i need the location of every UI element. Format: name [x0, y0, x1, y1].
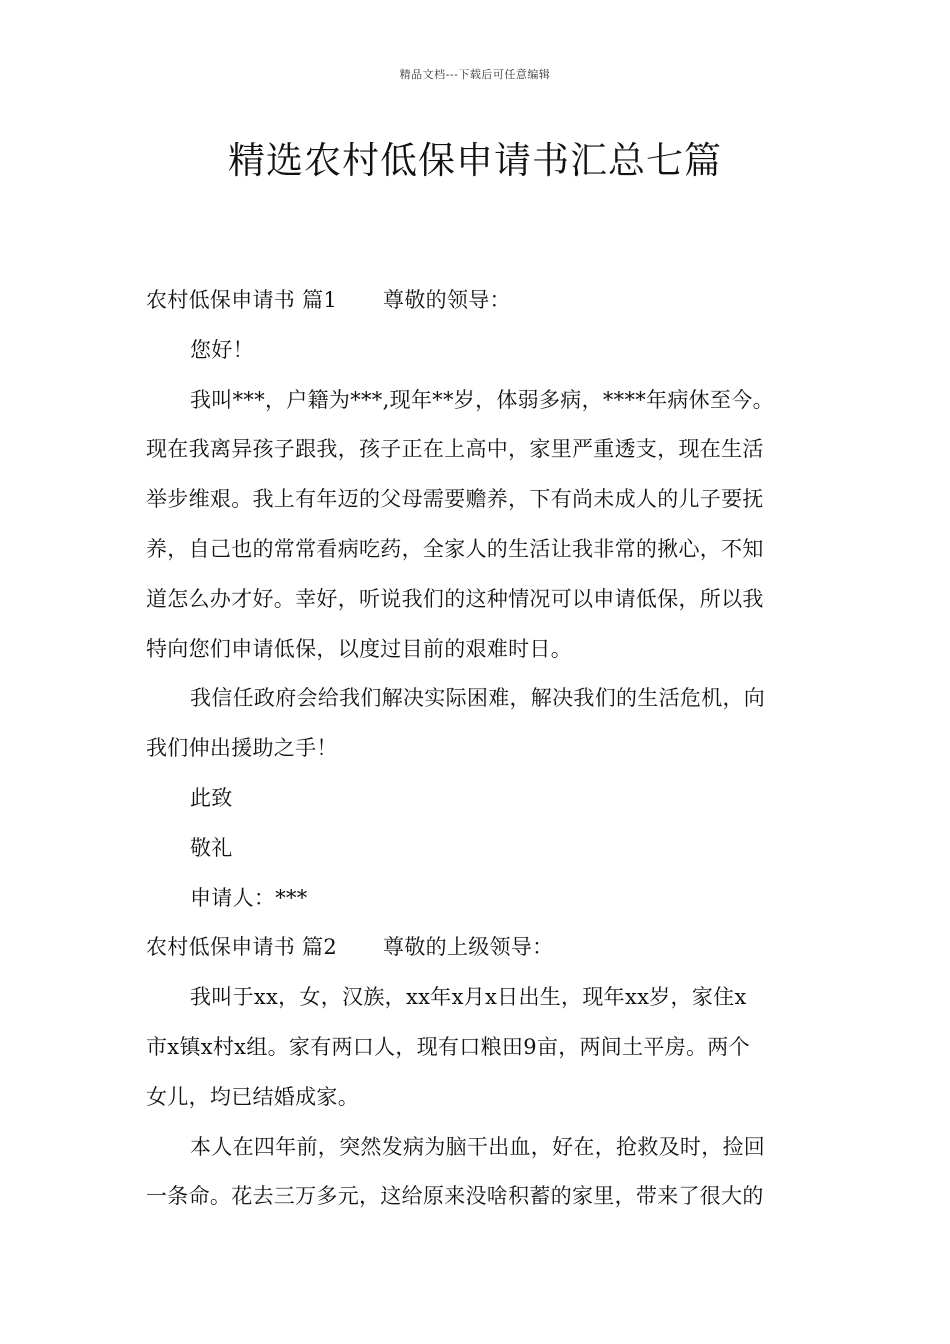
signature: 申请人：*** [190, 885, 308, 910]
paragraph-line: 我叫***，户籍为***,现年**岁，体弱多病，****年病休至今。 [190, 387, 774, 412]
header-note: 精品文档---下载后可任意编辑 [399, 68, 551, 81]
paragraph-line: 市x镇x村x组。家有两口人，现有口粮田9亩，两间土平房。两个 [146, 1034, 750, 1059]
paragraph-line: 现在我离异孩子跟我，孩子正在上高中，家里严重透支，现在生活 [146, 437, 764, 462]
paragraph-line: 我信任政府会给我们解决实际困难，解决我们的生活危机，向 [190, 686, 766, 711]
section-heading: 农村低保申请书 篇2 [146, 935, 338, 960]
section-heading-line [146, 276, 806, 326]
paragraph-line: 我们伸出援助之手！ [146, 736, 338, 761]
paragraph-line: 养，自己也的常常看病吃药，全家人的生活让我非常的揪心，不知 [146, 536, 764, 561]
paragraph-line: 道怎么办才好。幸好，听说我们的这种情况可以申请低保，所以我 [146, 586, 764, 611]
closing-line: 此致 [190, 785, 233, 810]
section-heading-line [146, 923, 806, 973]
greeting: 您好！ [190, 337, 254, 362]
document-body [146, 276, 806, 1222]
paragraph-line: 特向您们申请低保，以度过目前的艰难时日。 [146, 636, 572, 661]
section-heading: 农村低保申请书 篇1 [146, 288, 338, 312]
salutation: 尊敬的领导： [383, 288, 511, 312]
salutation: 尊敬的上级领导： [383, 935, 554, 960]
document-title: 精选农村低保申请书汇总七篇 [228, 139, 722, 182]
paragraph-line: 举步维艰。我上有年迈的父母需要赡养，下有尚未成人的儿子要抚 [146, 487, 764, 512]
closing-line: 敬礼 [190, 835, 233, 860]
paragraph-line: 本人在四年前，突然发病为脑干出血，好在，抢救及时，捡回 [190, 1134, 766, 1159]
paragraph-line: 我叫于xx，女，汉族，xx年x月x日出生，现年xx岁，家住x [190, 985, 747, 1010]
paragraph-line: 女儿，均已结婚成家。 [146, 1084, 359, 1109]
paragraph-line: 一条命。花去三万多元，这给原来没啥积蓄的家里，带来了很大的 [146, 1184, 764, 1209]
